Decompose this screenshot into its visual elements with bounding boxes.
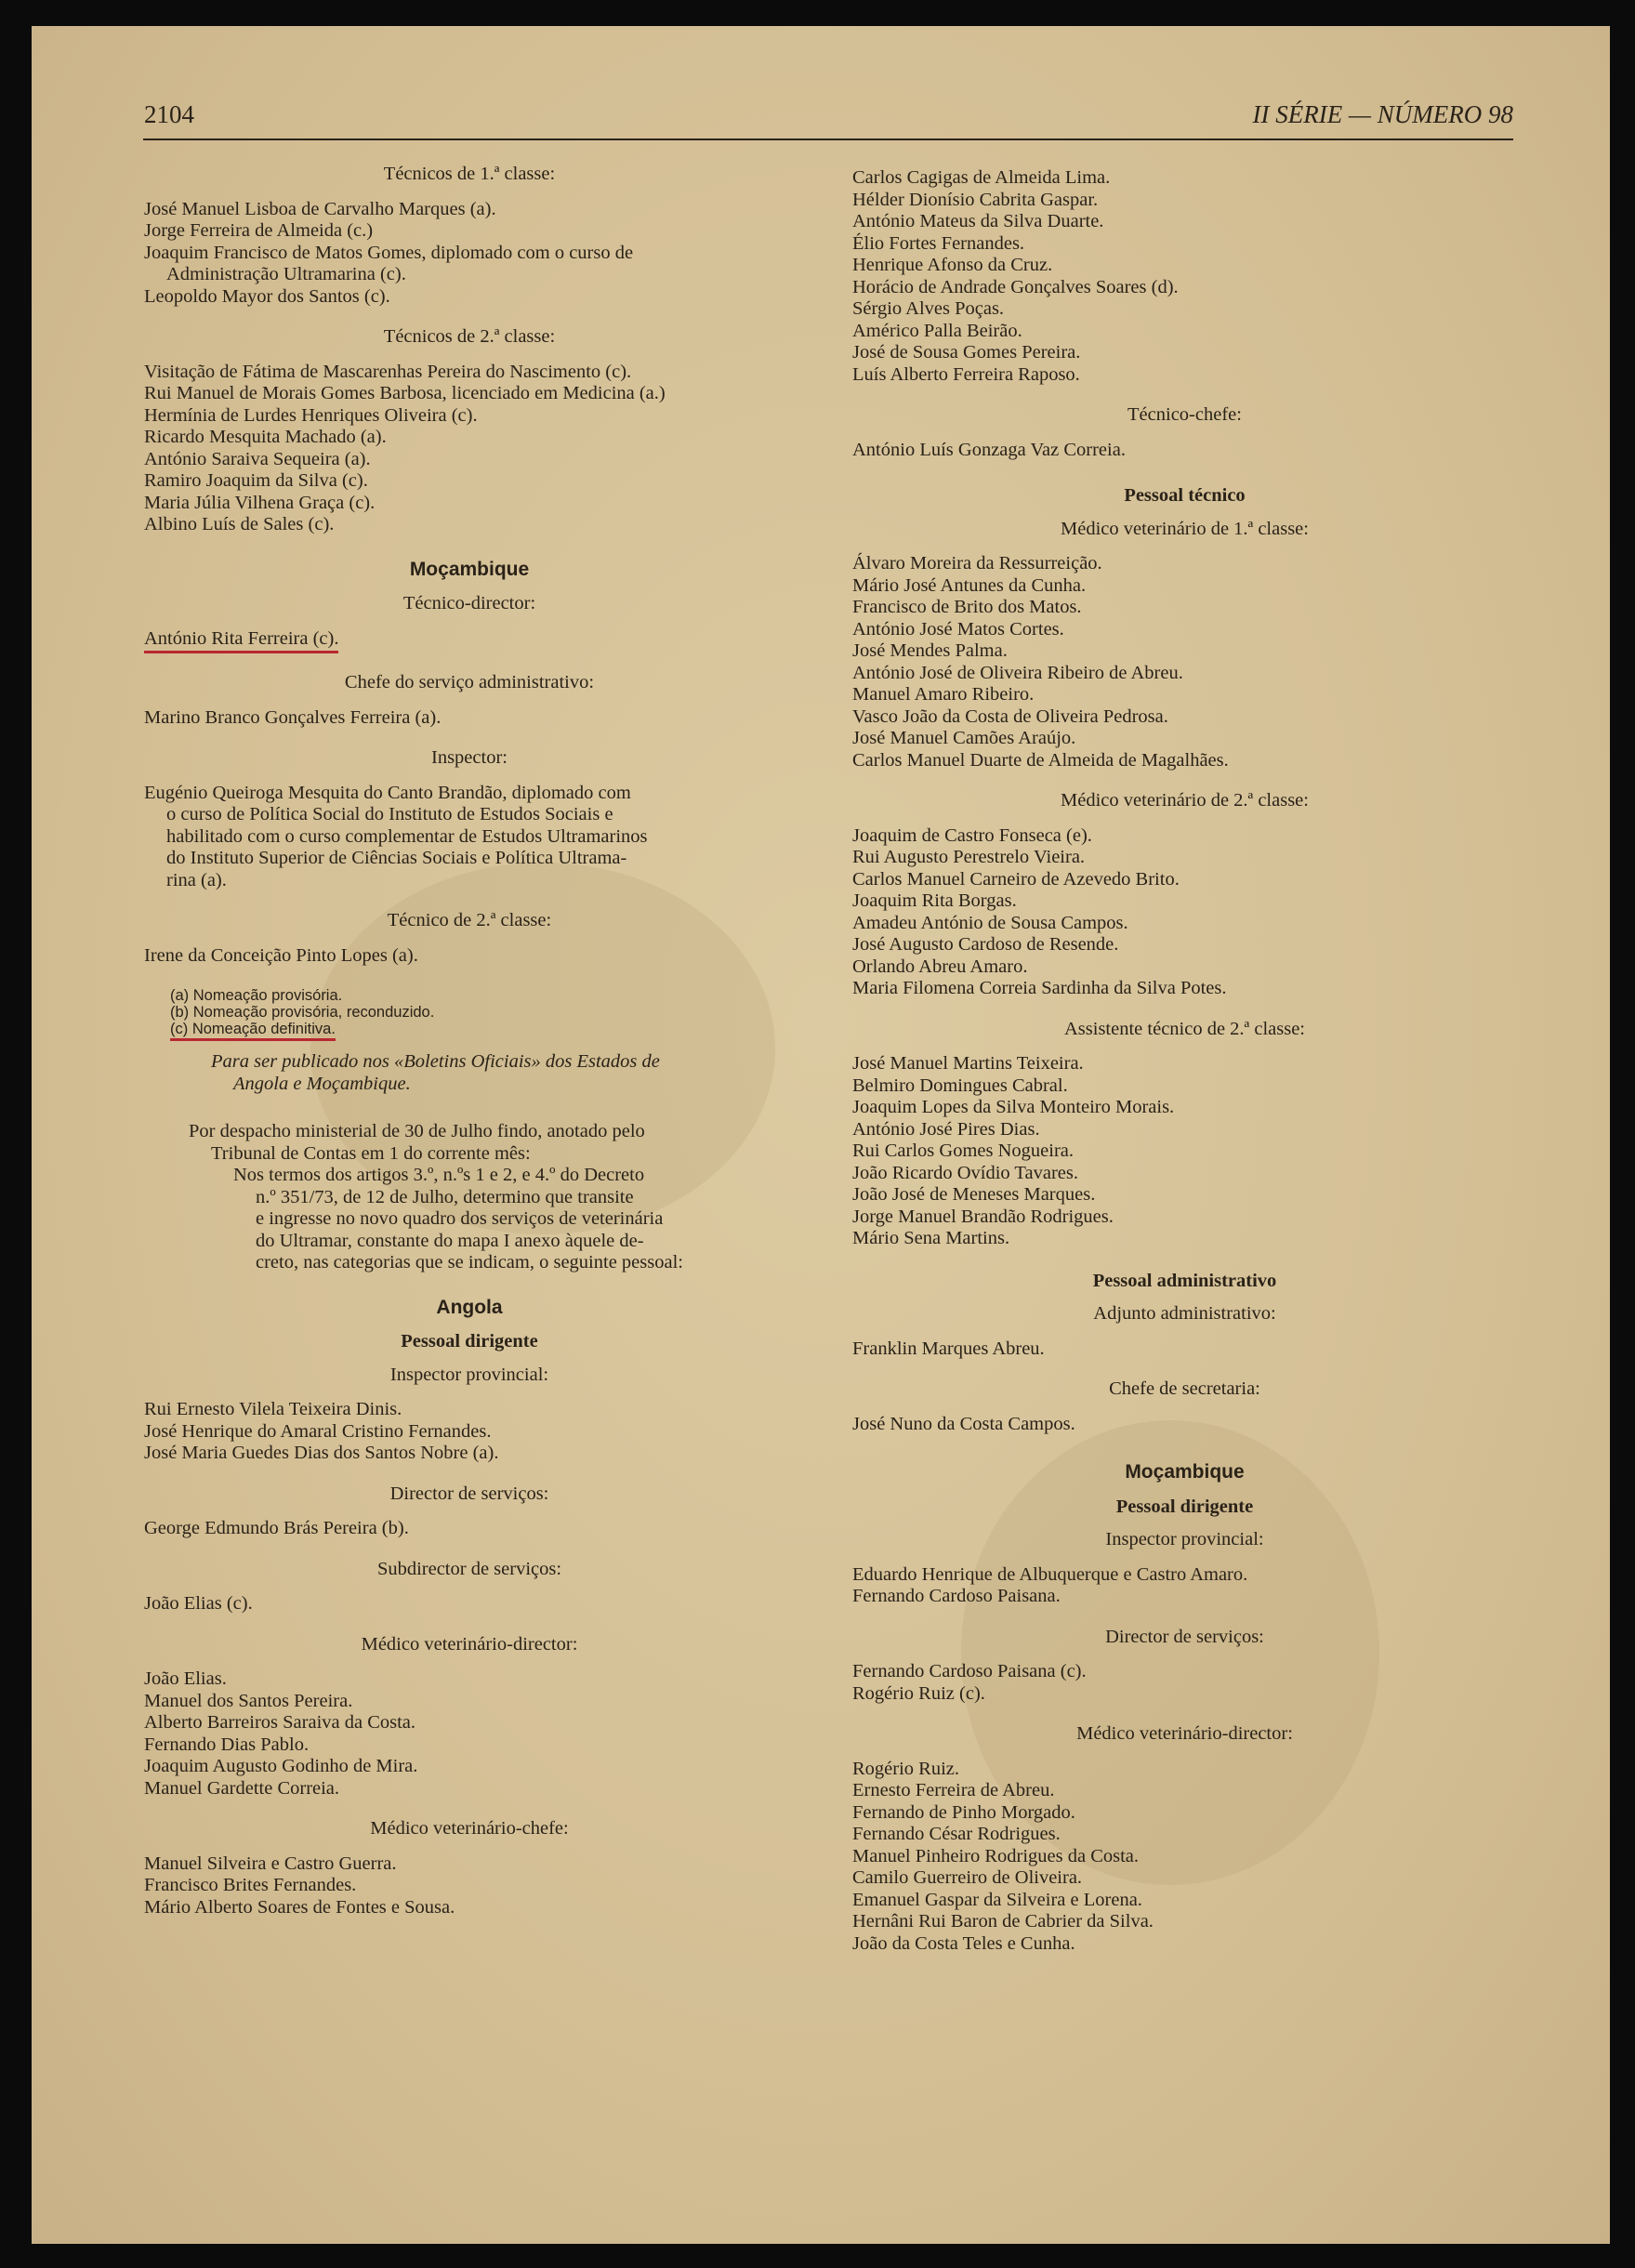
- paragraph-line: Tribunal de Contas em 1 do corrente mês:: [211, 1142, 531, 1164]
- section-heading: Técnico-director:: [402, 593, 536, 613]
- footnote: (b) Nomeação provisória, reconduzido.: [170, 1004, 435, 1021]
- list-item: Carlos Manuel Carneiro de Azevedo Brito.: [852, 868, 1180, 890]
- list-item: Francisco Brites Fernandes.: [144, 1875, 357, 1895]
- section-heading: Médico veterinário-director:: [1076, 1723, 1293, 1744]
- list-item: Manuel dos Santos Pereira.: [144, 1690, 353, 1711]
- list-item: João da Costa Teles e Cunha.: [852, 1932, 1075, 1954]
- list-item: Leopoldo Mayor dos Santos (c).: [144, 285, 390, 307]
- list-item: Rui Carlos Gomes Nogueira.: [852, 1141, 1074, 1161]
- header-rule: [143, 138, 1513, 140]
- section-heading: Médico veterinário-chefe:: [370, 1818, 569, 1839]
- list-item: Álvaro Moreira da Ressurreição.: [852, 553, 1102, 574]
- list-item: Irene da Conceição Pinto Lopes (a).: [144, 944, 418, 966]
- list-item: Maria Júlia Vilhena Graça (c).: [144, 492, 376, 513]
- paragraph-line: n.º 351/73, de 12 de Julho, determino que transite: [256, 1186, 634, 1207]
- list-item: António José de Oliveira Ribeiro de Abreu.: [852, 662, 1183, 683]
- region-heading: Moçambique: [409, 558, 530, 580]
- section-heading: Técnicos de 2.ª classe:: [383, 326, 556, 347]
- list-item: Hélder Dionísio Cabrita Gaspar.: [852, 189, 1099, 210]
- list-item: António Saraiva Sequeira (a).: [144, 448, 371, 469]
- section-heading: Médico veterinário-director:: [361, 1633, 578, 1655]
- list-item: Manuel Amaro Ribeiro.: [852, 684, 1035, 705]
- list-item: Mário Sena Martins.: [852, 1228, 1010, 1248]
- list-item: Belmiro Domingues Cabral.: [852, 1075, 1068, 1096]
- list-item: Luís Alberto Ferreira Raposo.: [852, 363, 1080, 385]
- list-item: Hermínia de Lurdes Henriques Oliveira (c).: [144, 404, 478, 426]
- list-item: José Maria Guedes Dias dos Santos Nobre (a).: [144, 1443, 499, 1463]
- footnotes: [144, 987, 795, 1041]
- list-item: António Luís Gonzaga Vaz Correia.: [852, 439, 1126, 460]
- list-item: António Mateus da Silva Duarte.: [852, 211, 1104, 231]
- list-item: o curso de Política Social do Instituto de Estudos Sociais e: [166, 804, 613, 824]
- paragraph-line: Por despacho ministerial de 30 de Julho findo, anotado pelo: [189, 1121, 645, 1141]
- list-item: Joaquim Francisco de Matos Gomes, diplomado com o curso de: [144, 242, 634, 263]
- section-heading: Director de serviços:: [1105, 1626, 1264, 1647]
- underlined-name: António Rita Ferreira (c).: [144, 628, 338, 654]
- despacho-paragraph: [144, 1121, 795, 1274]
- section-heading: Assistente técnico de 2.ª classe:: [1064, 1018, 1305, 1039]
- section-heading: Técnico de 2.ª classe:: [387, 910, 552, 930]
- subsection-heading: Pessoal dirigente: [1115, 1496, 1254, 1517]
- list-item: Alberto Barreiros Saraiva da Costa.: [144, 1712, 416, 1733]
- section-heading: Chefe de secretaria:: [1109, 1378, 1260, 1399]
- note-line: Angola e Moçambique.: [233, 1074, 411, 1094]
- list-item: Rui Ernesto Vilela Teixeira Dinis.: [144, 1399, 402, 1419]
- list-item: habilitado com o curso complementar de Estudos Ultramarinos: [166, 825, 648, 847]
- right-column: [852, 167, 1517, 1955]
- list-item: Jorge Ferreira de Almeida (c.): [144, 220, 374, 241]
- list-item: Orlando Abreu Amaro.: [852, 956, 1028, 977]
- list-item: José Augusto Cardoso de Resende.: [852, 934, 1119, 955]
- list-item: João Elias.: [144, 1668, 227, 1689]
- subsection-heading: Pessoal administrativo: [1092, 1270, 1277, 1291]
- list-item: António José Pires Dias.: [852, 1118, 1040, 1140]
- list-item: José Nuno da Costa Campos.: [852, 1413, 1075, 1434]
- list-item: Américo Palla Beirão.: [852, 320, 1022, 341]
- section-heading: Médico veterinário de 1.ª classe:: [1061, 518, 1309, 539]
- list-item: Camilo Guerreiro de Oliveira.: [852, 1867, 1083, 1888]
- list-item: Maria Filomena Correia Sardinha da Silva Potes.: [852, 978, 1227, 998]
- list-item: João Elias (c).: [144, 1593, 253, 1614]
- document-page: [32, 26, 1610, 2244]
- list-item: João Ricardo Ovídio Tavares.: [852, 1162, 1078, 1183]
- section-heading: Médico veterinário de 2.ª classe:: [1061, 790, 1309, 811]
- list-item: Emanuel Gaspar da Silveira e Lorena.: [852, 1889, 1142, 1910]
- list-item: Joaquim Rita Borgas.: [852, 890, 1017, 911]
- subsection-heading: Pessoal técnico: [1124, 485, 1246, 506]
- list-item: Administração Ultramarina (c).: [166, 264, 406, 284]
- page-number: 2104: [144, 100, 194, 128]
- list-item: Eugénio Queiroga Mesquita do Canto Brandão, diplomado com: [144, 782, 631, 803]
- list-item: Rogério Ruiz.: [852, 1758, 960, 1779]
- list-item: Manuel Pinheiro Rodrigues da Costa.: [852, 1845, 1140, 1866]
- list-item: Rogério Ruiz (c).: [852, 1682, 985, 1704]
- list-item: Manuel Silveira e Castro Guerra.: [144, 1853, 397, 1874]
- list-item: Rui Augusto Perestrelo Vieira.: [852, 847, 1086, 867]
- list-item: Joaquim Augusto Godinho de Mira.: [144, 1756, 418, 1776]
- list-item: Marino Branco Gonçalves Ferreira (a).: [144, 706, 442, 728]
- note-line: Para ser publicado nos «Boletins Oficiais» dos Estados de: [211, 1051, 660, 1072]
- list-item: José Henrique do Amaral Cristino Fernandes.: [144, 1420, 492, 1442]
- region-heading: Moçambique: [1125, 1461, 1245, 1483]
- section-heading: Técnico-chefe:: [1127, 404, 1242, 425]
- section-heading: Adjunto administrativo:: [1093, 1303, 1276, 1324]
- list-item: Ernesto Ferreira de Abreu.: [852, 1780, 1055, 1800]
- list-item: Eduardo Henrique de Albuquerque e Castro Amaro.: [852, 1563, 1248, 1585]
- list-item: João José de Meneses Marques.: [852, 1184, 1096, 1205]
- list-item: José Manuel Lisboa de Carvalho Marques (a).: [144, 198, 496, 219]
- list-item: Vasco João da Costa de Oliveira Pedrosa.: [852, 705, 1168, 727]
- list-item: Carlos Cagigas de Almeida Lima.: [852, 167, 1111, 188]
- list-item: José Mendes Palma.: [852, 640, 1008, 661]
- section-heading: Director de serviços:: [389, 1483, 549, 1504]
- list-item: Horácio de Andrade Gonçalves Soares (d).: [852, 276, 1179, 297]
- list-item: Fernando de Pinho Morgado.: [852, 1801, 1075, 1823]
- region-heading: Angola: [436, 1296, 503, 1318]
- list-item: Joaquim de Castro Fonseca (e).: [852, 824, 1092, 846]
- left-column: [144, 164, 795, 1919]
- list-item: Manuel Gardette Correia.: [144, 1777, 340, 1799]
- list-item: Albino Luís de Sales (c).: [144, 514, 335, 534]
- list-item: Henrique Afonso da Cruz.: [852, 255, 1053, 275]
- list-item: Fernando Dias Pablo.: [144, 1734, 310, 1755]
- list-item: Mário Alberto Soares de Fontes e Sousa.: [144, 1896, 455, 1918]
- list-item: Mário José Antunes da Cunha.: [852, 574, 1087, 596]
- list-item: Francisco de Brito dos Matos.: [852, 597, 1082, 617]
- section-heading: Inspector provincial:: [389, 1364, 549, 1385]
- list-item: Fernando César Rodrigues.: [852, 1824, 1061, 1844]
- footnote: (c) Nomeação definitiva.: [170, 1021, 336, 1041]
- section-heading: Chefe do serviço administrativo:: [344, 672, 595, 692]
- list-item: George Edmundo Brás Pereira (b).: [144, 1518, 409, 1538]
- list-item: do Instituto Superior de Ciências Sociais e Política Ultrama-: [166, 848, 627, 868]
- series-title: II SÉRIE — NÚMERO 98: [1252, 100, 1513, 128]
- list-item: Fernando Cardoso Paisana (c).: [852, 1661, 1087, 1681]
- list-item: Jorge Manuel Brandão Rodrigues.: [852, 1206, 1114, 1227]
- section-heading: Subdirector de serviços:: [376, 1558, 562, 1579]
- list-item: Rui Manuel de Morais Gomes Barbosa, licenciado em Medicina (a.): [144, 383, 666, 403]
- list-item: rina (a).: [166, 869, 227, 890]
- list-item: José Manuel Camões Araújo.: [852, 728, 1076, 748]
- section-heading: Inspector:: [431, 747, 508, 768]
- list-item: Carlos Manuel Duarte de Almeida de Magalhães.: [852, 749, 1229, 771]
- list-item: Ricardo Mesquita Machado (a).: [144, 427, 387, 447]
- list-item: António José Matos Cortes.: [852, 618, 1064, 640]
- list-item: José Manuel Martins Teixeira.: [852, 1053, 1084, 1074]
- paragraph-line: e ingresse no novo quadro dos serviços de veterinária: [256, 1208, 664, 1229]
- footnote: (a) Nomeação provisória.: [170, 987, 343, 1004]
- list-item: Fernando Cardoso Paisana.: [852, 1586, 1061, 1606]
- paragraph-line: creto, nas categorias que se indicam, o seguinte pessoal:: [256, 1252, 683, 1272]
- paragraph-line: Nos termos dos artigos 3.º, n.ºs 1 e 2, e 4.º do Decreto: [233, 1165, 645, 1185]
- list-item: José de Sousa Gomes Pereira.: [852, 342, 1081, 363]
- publication-note: [144, 1050, 795, 1095]
- section-heading: Inspector provincial:: [1105, 1529, 1264, 1549]
- paragraph-line: do Ultramar, constante do mapa I anexo àquele de-: [256, 1230, 644, 1251]
- list-item: Joaquim Lopes da Silva Monteiro Morais.: [852, 1097, 1175, 1117]
- list-item: Sérgio Alves Poças.: [852, 298, 1005, 319]
- list-item: Amadeu António de Sousa Campos.: [852, 912, 1128, 933]
- list-item: Visitação de Fátima de Mascarenhas Pereira do Nascimento (c).: [144, 361, 632, 382]
- subsection-heading: Pessoal dirigente: [401, 1331, 538, 1352]
- list-item: Élio Fortes Fernandes.: [852, 232, 1025, 254]
- list-item: Franklin Marques Abreu.: [852, 1338, 1045, 1359]
- list-item: Ramiro Joaquim da Silva (c).: [144, 470, 368, 491]
- list-item: Hernâni Rui Baron de Cabrier da Silva.: [852, 1911, 1154, 1932]
- section-heading: Técnicos de 1.ª classe:: [383, 164, 556, 184]
